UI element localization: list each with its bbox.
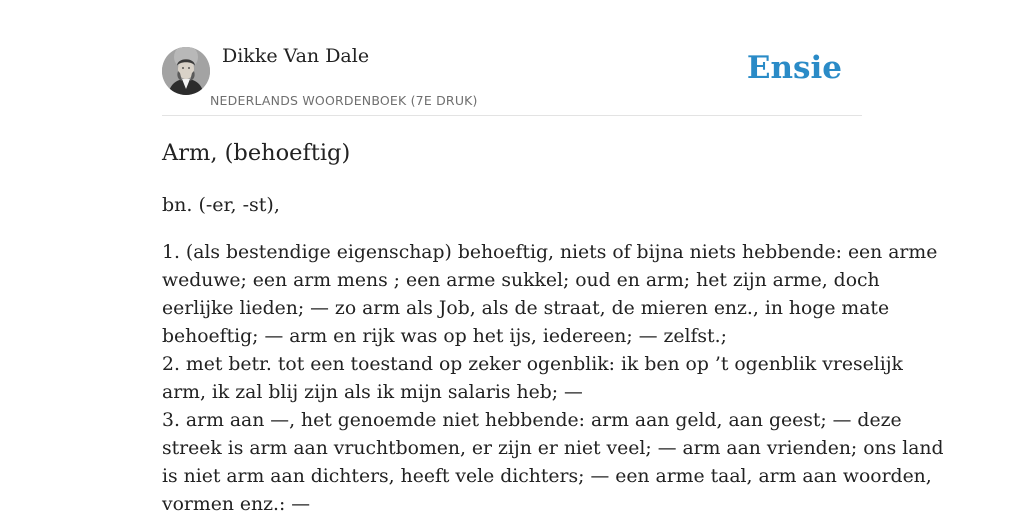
definition-line: vormen enz.: — — [162, 494, 311, 512]
definition-line: eerlijke lieden; — zo arm als Job, als de straat, de mieren enz., in hoge mate — [162, 298, 890, 319]
ensie-logo[interactable]: Ensie — [746, 50, 842, 86]
entry-card — [162, 0, 944, 512]
definition-line: 1. (als bestendige eigenschap) behoeftig, niets of bijna niets hebbende: een arme — [162, 242, 938, 263]
entry-title: Arm, (behoeftig) — [162, 140, 351, 166]
portrait-image — [162, 47, 210, 95]
definition-line: 3. arm aan —, het genoemde niet hebbende: arm aan geld, aan geest; — deze — [162, 410, 902, 431]
entry-header — [162, 0, 862, 116]
dictionary-source[interactable]: NEDERLANDS WOORDENBOEK (7E DRUK) — [210, 93, 478, 108]
grammar-info: bn. (-er, -st), — [162, 194, 280, 216]
definition-line: arm, ik zal blij zijn als ik mijn salaris heb; — — [162, 382, 583, 403]
definition-line: is niet arm aan dichters, heeft vele dichters; — een arme taal, arm aan woorden, — [162, 466, 932, 487]
definition-line: 2. met betr. tot een toestand op zeker ogenblik: ik ben op ’t ogenblik vreselijk — [162, 354, 903, 375]
author-avatar[interactable] — [162, 47, 210, 95]
definition-line: weduwe; een arm mens ; een arme sukkel; oud en arm; het zijn arme, doch — [162, 270, 880, 291]
definition-line: behoeftig; — arm en rijk was op het ijs, iedereen; — zelfst.; — [162, 326, 727, 347]
definition-line: streek is arm aan vruchtbomen, er zijn er niet veel; — arm aan vrienden; ons land — [162, 438, 944, 459]
author-name[interactable]: Dikke Van Dale — [222, 45, 370, 67]
definition-text — [162, 239, 944, 512]
